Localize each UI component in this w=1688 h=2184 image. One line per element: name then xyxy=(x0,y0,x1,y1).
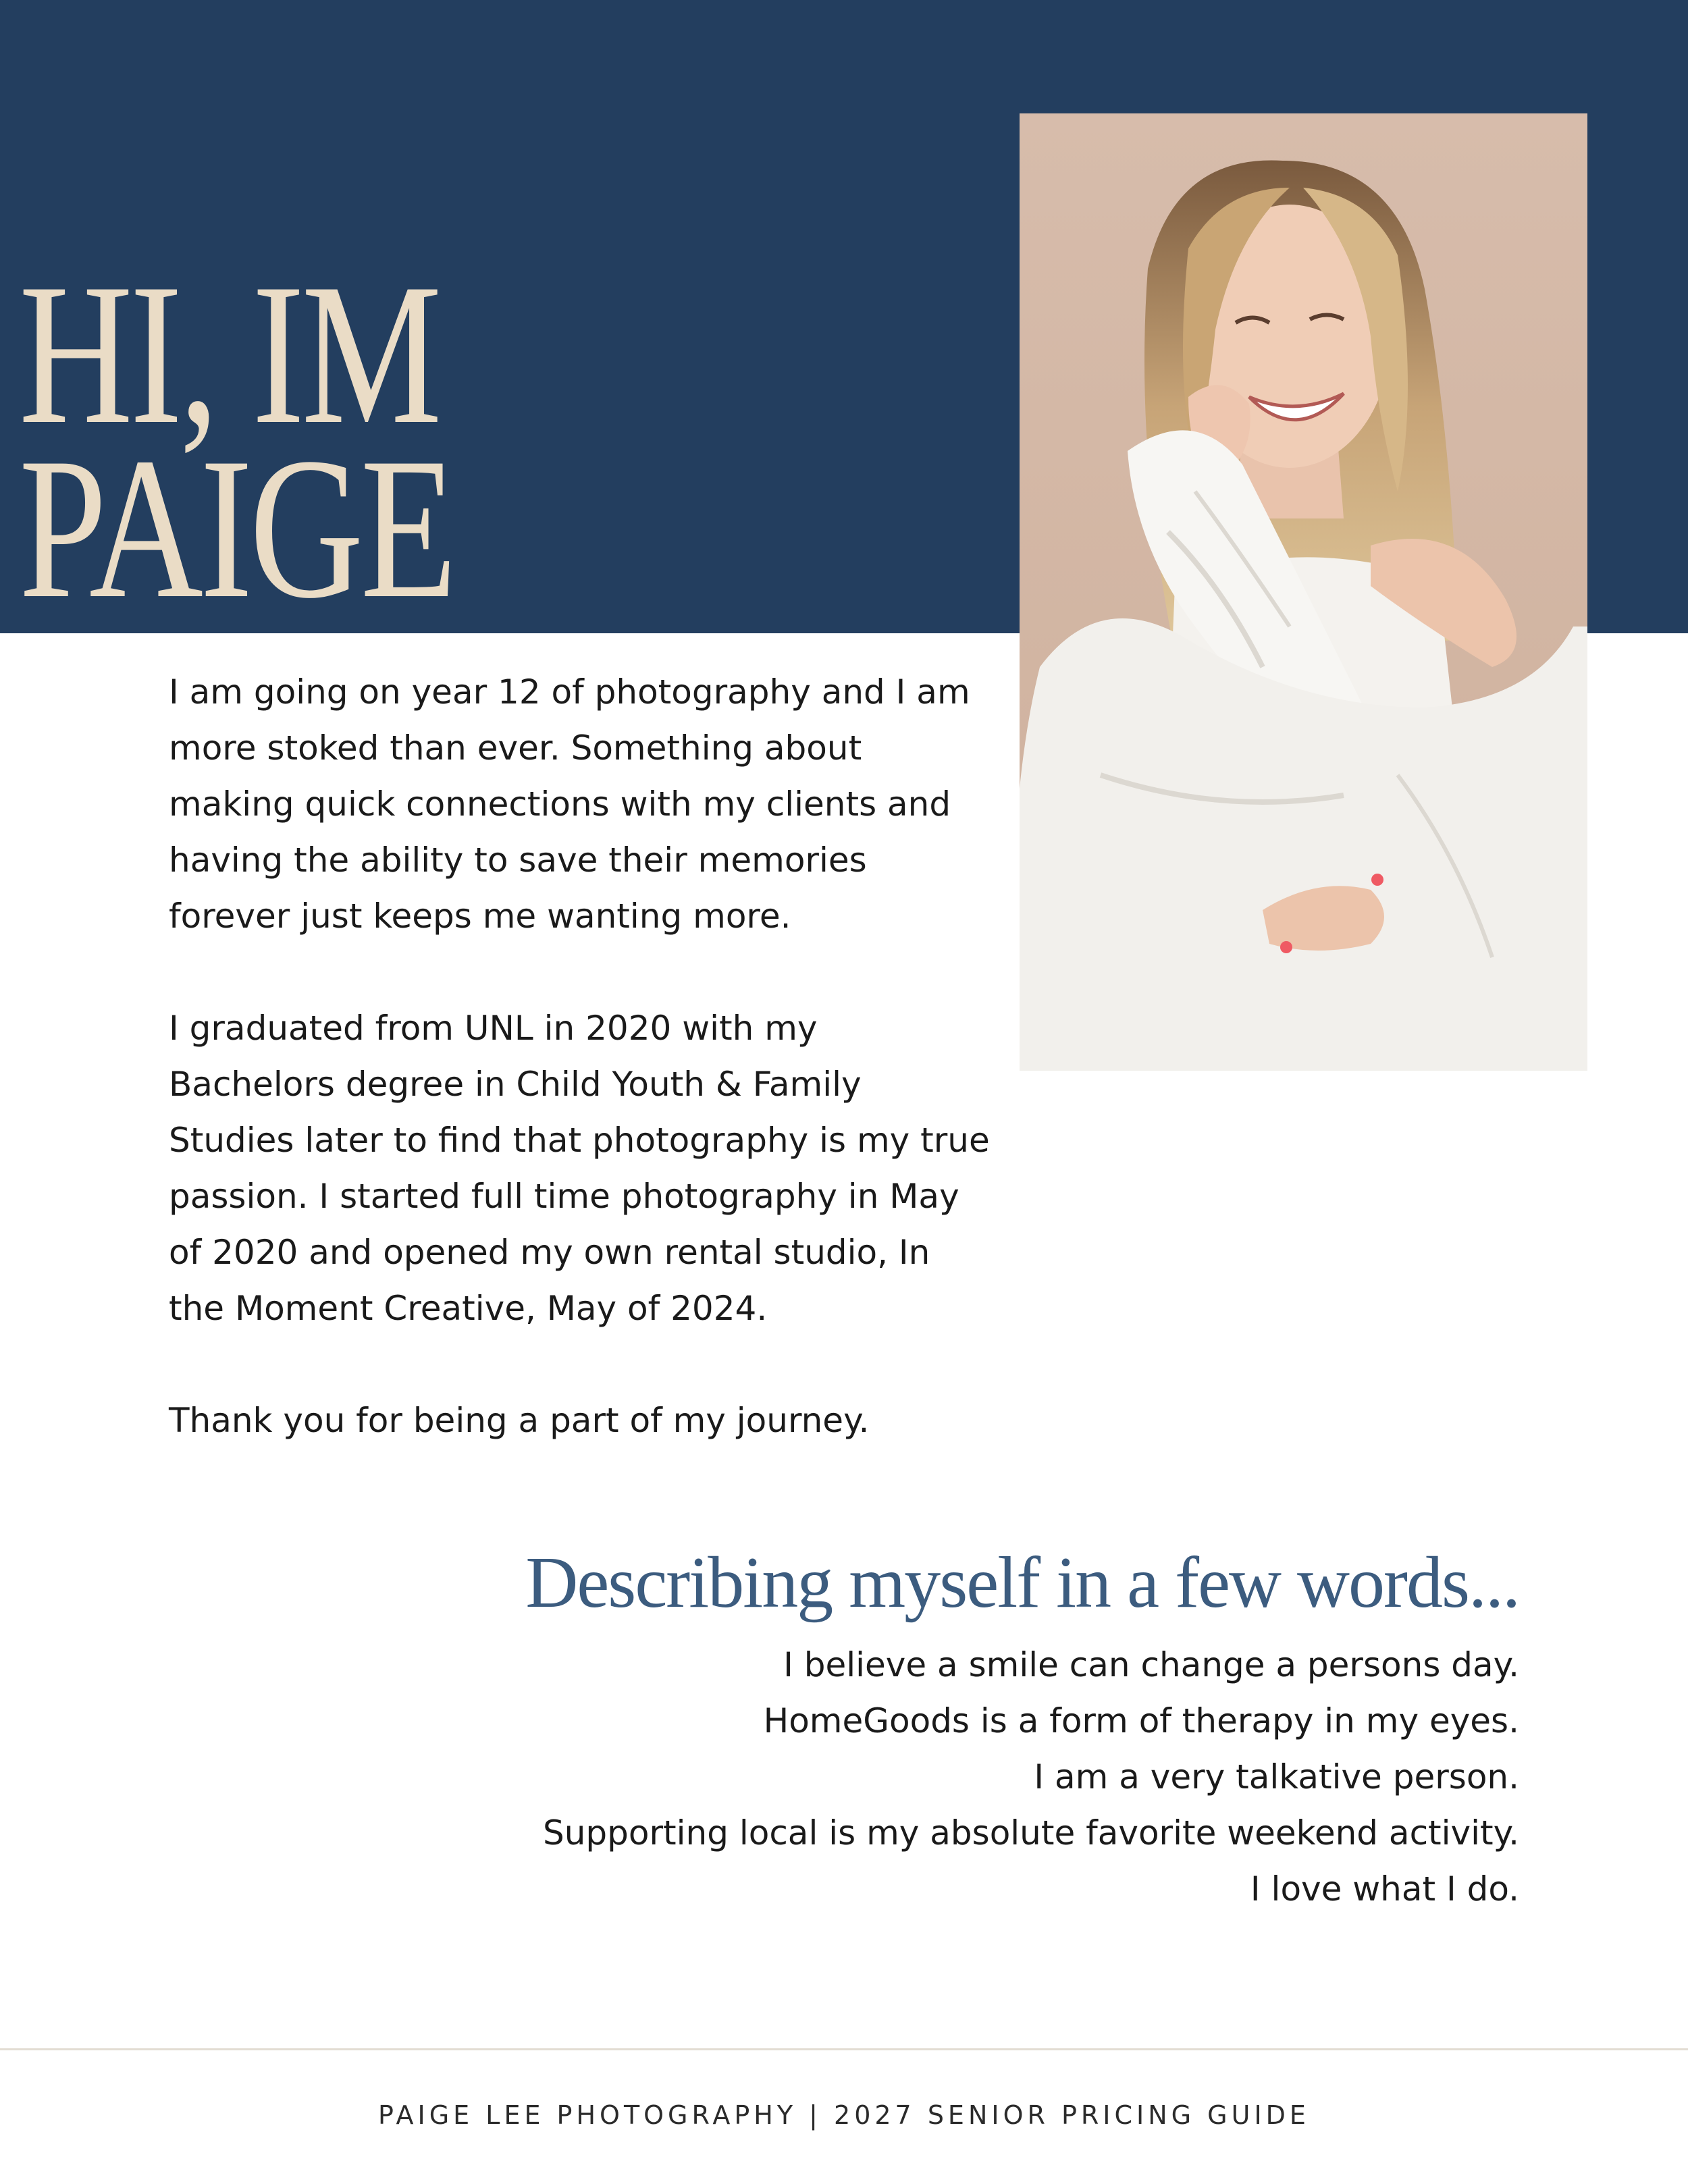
describe-item: I believe a smile can change a persons day. xyxy=(783,1645,1519,1684)
describe-item: I am a very talkative person. xyxy=(1034,1757,1519,1796)
footer-text: PAIGE LEE PHOTOGRAPHY | 2027 SENIOR PRICING GUIDE xyxy=(378,2100,1310,2130)
bio-line: making quick connections with my clients and xyxy=(169,784,951,824)
bio-line: of 2020 and opened my own rental studio, In xyxy=(169,1233,930,1272)
describe-heading: Describing myself in a few words... xyxy=(525,1543,1519,1623)
bio-line: Studies later to find that photography is my true xyxy=(169,1121,990,1160)
bio-line: Bachelors degree in Child Youth & Family xyxy=(169,1065,862,1104)
describe-list xyxy=(543,1637,1519,1917)
bio-line: passion. I started full time photography in May xyxy=(169,1177,959,1216)
bio-line: more stoked than ever. Something about xyxy=(169,728,862,768)
bio-paragraph-1 xyxy=(169,664,1013,944)
bio-line: Thank you for being a part of my journey. xyxy=(169,1401,870,1440)
bio-line: forever just keeps me wanting more. xyxy=(169,897,791,936)
page-title xyxy=(19,242,454,640)
bio-paragraph-3 xyxy=(169,1393,1013,1449)
bio-line: having the ability to save their memories xyxy=(169,841,867,880)
bio-paragraph-2 xyxy=(169,1001,1013,1337)
describe-item: Supporting local is my absolute favorite weekend activity. xyxy=(542,1813,1519,1853)
bio-line: I graduated from UNL in 2020 with my xyxy=(169,1009,818,1048)
bio-line: I am going on year 12 of photography and I am xyxy=(169,672,970,712)
title-line-2: PAIGE xyxy=(19,416,454,640)
describe-item: HomeGoods is a form of therapy in my eyes. xyxy=(763,1701,1519,1740)
bio-line: the Moment Creative, May of 2024. xyxy=(169,1289,768,1328)
describe-item: I love what I do. xyxy=(1250,1869,1519,1909)
footer-divider xyxy=(0,2048,1688,2050)
portrait-photo xyxy=(1020,113,1587,1071)
bio-text xyxy=(169,664,1013,1449)
title-line-1: HI, IM xyxy=(19,242,439,466)
